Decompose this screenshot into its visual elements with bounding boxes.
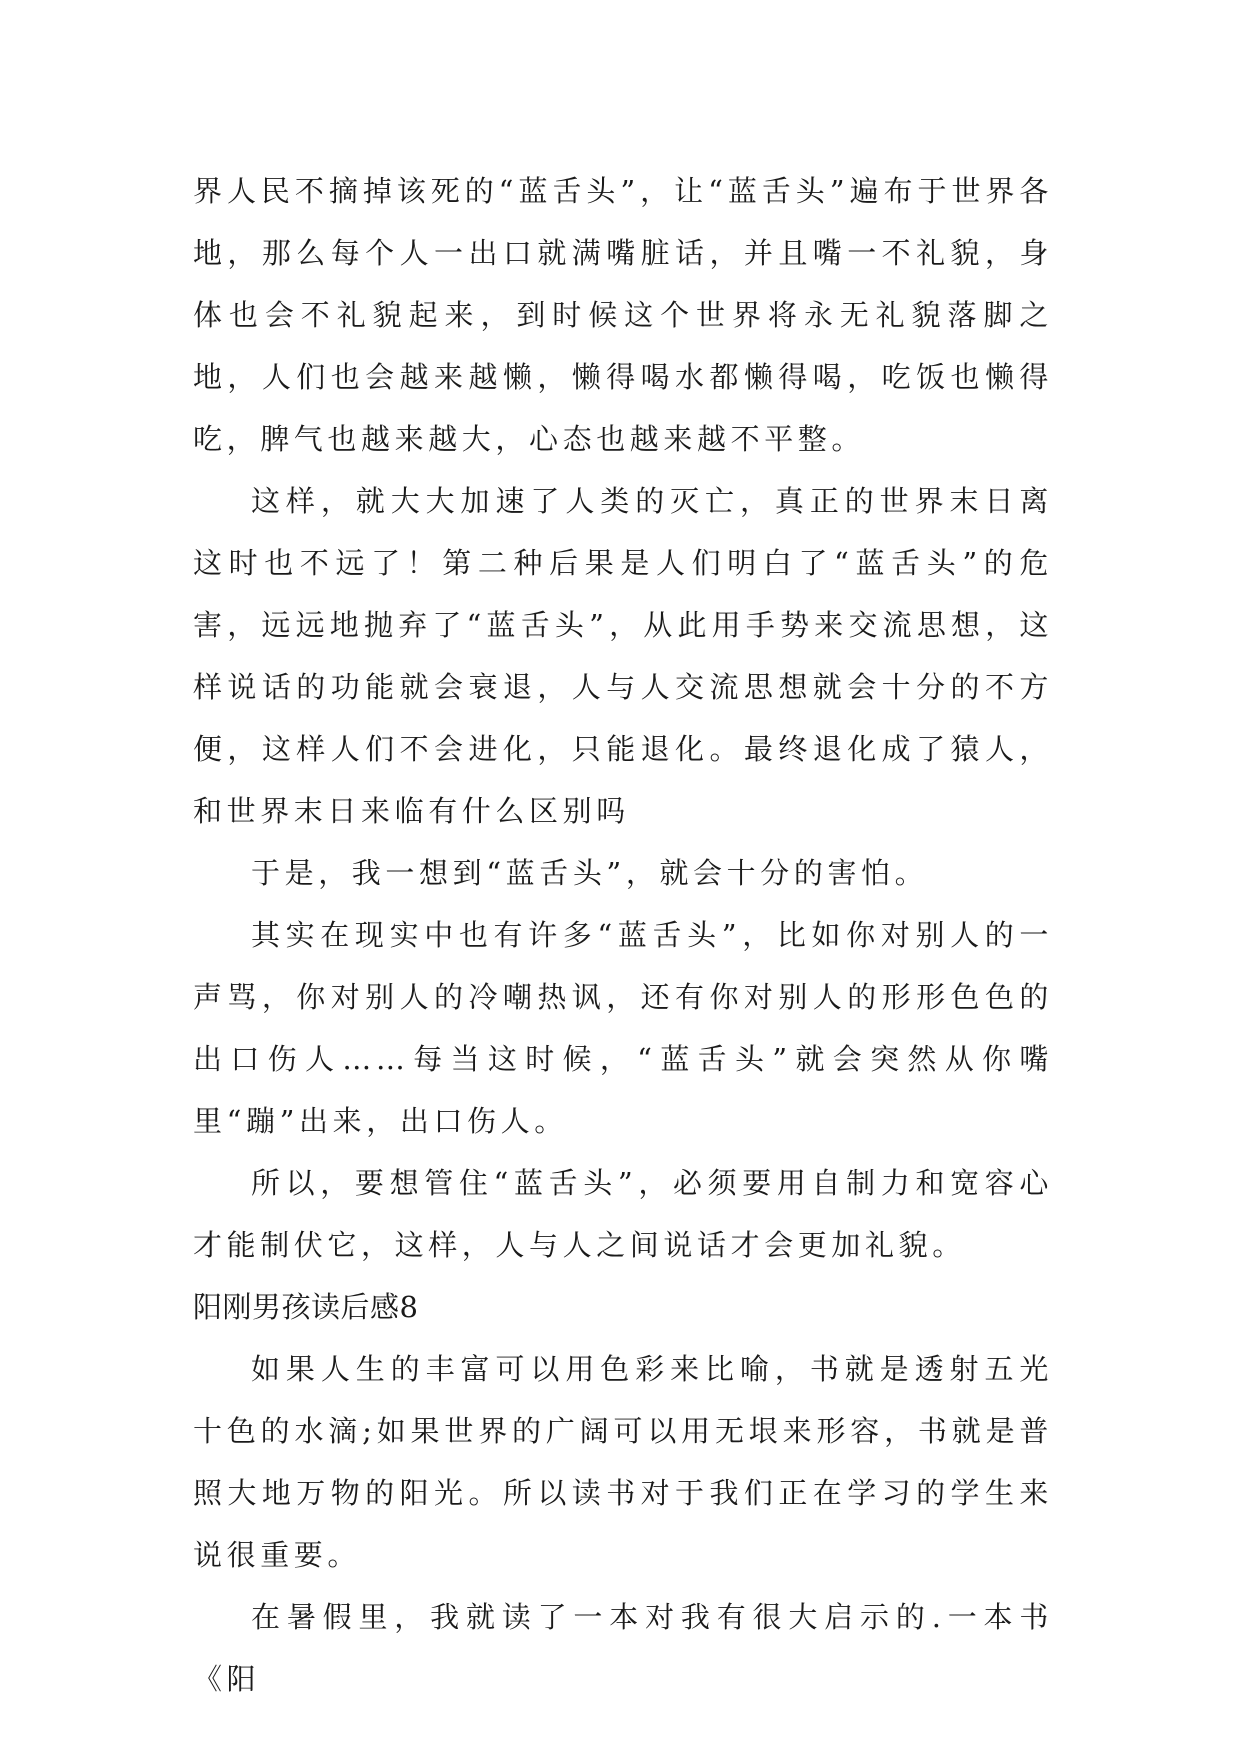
paragraph: 这样，就大大加速了人类的灭亡，真正的世界末日离这时也不远了！第二种后果是人们明白了“蓝舌头”的危害，远远地抛弃了“蓝舌头”，从此用手势来交流思想，这样说话的功能就会衰退，人与人交流思想就会十分的不方便，这样人们不会进化，只能退化。最终退化成了猿人，和世界末日来临有什么区别吗 (193, 484, 1053, 828)
paragraph: 于是，我一想到“蓝舌头”，就会十分的害怕。 (251, 856, 929, 890)
paragraph: 在暑假里，我就读了一本对我有很大启示的.一本书《阳 (193, 1600, 1053, 1696)
document-body (193, 160, 1053, 1710)
paragraph: 所以，要想管住“蓝舌头”，必须要用自制力和宽容心才能制伏它，这样，人与人之间说话才会更加礼貌。 (193, 1166, 1053, 1262)
paragraph-continued: 界人民不摘掉该死的“蓝舌头”，让“蓝舌头”遍布于世界各地，那么每个人一出口就满嘴脏话，并且嘴一不礼貌，身体也会不礼貌起来，到时候这个世界将永无礼貌落脚之地，人们也会越来越懒，懒得喝水都懒得喝，吃饭也懒得吃，脾气也越来越大，心态也越来越不平整。 (193, 174, 1053, 456)
paragraph: 如果人生的丰富可以用色彩来比喻，书就是透射五光十色的水滴;如果世界的广阔可以用无垠来形容，书就是普照大地万物的阳光。所以读书对于我们正在学习的学生来说很重要。 (193, 1352, 1053, 1572)
section-heading: 阳刚男孩读后感8 (193, 1290, 419, 1324)
paragraph: 其实在现实中也有许多“蓝舌头”，比如你对别人的一声骂，你对别人的冷嘲热讽，还有你对别人的形形色色的出口伤人……每当这时候，“蓝舌头”就会突然从你嘴里“蹦”出来，出口伤人。 (193, 918, 1053, 1138)
